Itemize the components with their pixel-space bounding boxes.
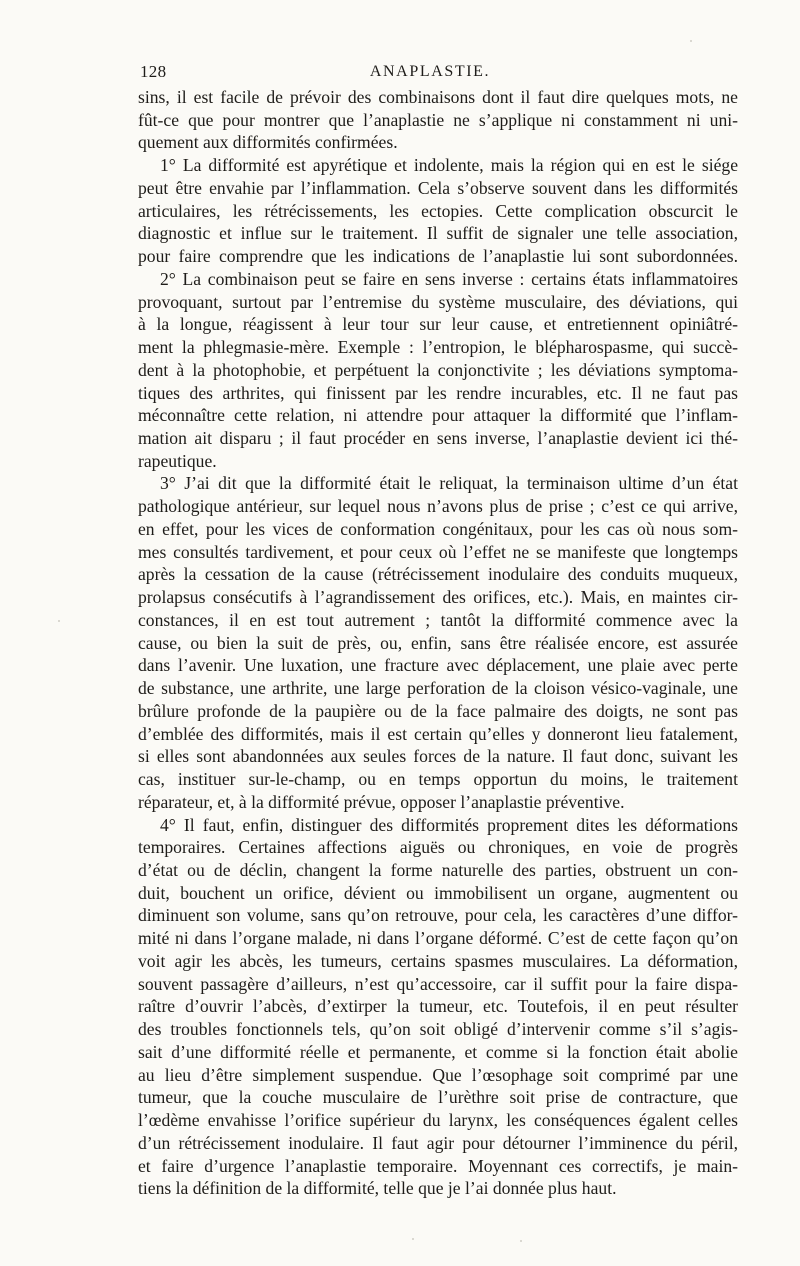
text-line: tiques des arthrites, qui finissent par les rendre incurables, etc. Il ne faut pas [138,382,738,403]
text-line: sins, il est facile de prévoir des combinaisons dont il faut dire quelques mots, ne [138,87,738,107]
paragraph-3-start: 3° J’ai dit que la difformité était le reliquat, la terminaison ultime d’un état [160,473,738,494]
text-line: diminuent son volume, sans qu’on retrouve, pour cela, les caractères d’une diffor- [138,905,738,926]
paper-speck [412,1238,414,1240]
text-line: fût-ce que pour montrer que l’anaplastie ne s’applique ni constamment ni uni- [138,109,738,130]
text-line: mité ni dans l’organe malade, ni dans l’organe déformé. C’est de cette façon qu’on [138,928,738,949]
text-line: des troubles fonctionnels tels, qu’on soit obligé d’intervenir comme s’il s’agis- [138,1019,738,1040]
text-line: pathologique antérieur, sur lequel nous n’avons plus de prise ; c’est ce qui arrive, [138,496,738,517]
text-line: articulaires, les rétrécissements, les ectopies. Cette complication obscurcit le [138,200,738,221]
body-text [138,86,738,1200]
text-line: prolapsus consécutifs à l’agrandissement des orifices, etc.). Mais, en maintes cir- [138,587,738,608]
text-line: provoquant, surtout par l’entremise du système musculaire, des déviations, qui [138,291,738,312]
text-line: sait d’une difformité réelle et permanente, et comme si la fonction était abolie [138,1041,738,1062]
paper-speck [690,40,692,42]
text-line: tumeur, que la couche musculaire de l’urèthre soit prise de contracture, que [138,1087,738,1108]
text-line: duit, bouchent un orifice, dévient ou immobilisent un organe, augmentent ou [138,882,738,903]
text-line: méconnaître cette relation, ni attendre pour attaquer la difformité que l’inflam- [138,405,738,426]
text-line: peut être envahie par l’inflammation. Cela s’observe souvent dans les difformités [138,177,738,198]
paragraph-2-start: 2° La combinaison peut se faire en sens inverse : certains états inflammatoires [160,268,738,289]
page-header [140,62,720,88]
text-line: souvent passagère d’ailleurs, n’est qu’accessoire, car il suffit pour la faire dispa- [138,973,738,994]
text-line: et faire d’urgence l’anaplastie temporaire. Moyennant ces correctifs, je main- [138,1155,738,1176]
text-line: mation ait disparu ; il faut procéder en sens inverse, l’anaplastie devient ici thé- [138,428,738,449]
text-line: de substance, une arthrite, une large perforation de la cloison vésico-vaginale, une [138,678,738,699]
text-line: réparateur, et, à la difformité prévue, opposer l’anaplastie préventive. [138,791,625,812]
text-line: l’œdème envahisse l’orifice supérieur du larynx, les conséquences égalent celles [138,1110,738,1131]
text-line: d’emblée des difformités, mais il est certain qu’elles y donneront lieu fatalement, [138,723,738,744]
text-line: pour faire comprendre que les indications de l’anaplastie lui sont subordonnées. [138,246,738,267]
paper-speck [58,620,60,622]
text-line: au lieu d’être simplement suspendue. Que l’œsophage soit comprimé par une [138,1064,738,1085]
text-line: cause, ou bien la suit de près, ou, enfin, sans être réalisée encore, est assurée [138,632,738,653]
text-line: quement aux difformités confirmées. [138,132,398,153]
paper-speck [520,1240,522,1242]
text-line: après la cessation de la cause (rétrécissement inodulaire des conduits muqueux, [138,564,738,585]
text-line: d’état ou de déclin, changent la forme naturelle des parties, obstruent un con- [138,859,738,880]
text-line: à la longue, réagissent à leur tour sur leur cause, et entretiennent opiniâtré- [138,314,738,335]
text-line: voit agir les abcès, les tumeurs, certains spasmes musculaires. La déformation, [138,950,738,971]
text-line: brûlure profonde de la paupière ou de la face palmaire des doigts, ne sont pas [138,700,738,721]
text-line: en effet, pour les vices de conformation congénitaux, pour les cas où nous som- [138,518,738,539]
text-line: raître d’ouvrir l’abcès, d’extirper la tumeur, etc. Toutefois, il en peut résulter [138,996,738,1017]
page-number: 128 [140,62,167,81]
text-line: dent à la photophobie, et perpétuent la conjonctivite ; les déviations symptoma- [138,359,738,380]
text-line: constances, il en est tout autrement ; tantôt la difformité commence avec la [138,609,738,630]
text-line: tiens la définition de la difformité, telle que je l’ai donnée plus haut. [138,1178,617,1199]
paragraph-1-start: 1° La difformité est apyrétique et indolente, mais la région qui en est le siége [160,155,738,176]
text-line: temporaires. Certaines affections aiguës ou chroniques, en voie de progrès [138,837,738,858]
running-title: ANAPLASTIE. [369,63,491,80]
paragraph-4-start: 4° Il faut, enfin, distinguer des difformités proprement dites les déformations [160,814,738,835]
text-line: si elles sont abandonnées aux seules forces de la nature. Il faut donc, suivant les [138,746,738,767]
text-line: dans l’avenir. Une luxation, une fracture avec déplacement, une plaie avec perte [138,655,738,676]
text-line: mes consultés tardivement, et pour ceux où l’effet ne se manifeste que longtemps [138,541,738,562]
text-line: rapeutique. [138,450,217,471]
text-line: d’un rétrécissement inodulaire. Il faut agir pour détourner l’imminence du péril, [138,1132,738,1153]
text-line: cas, instituer sur-le-champ, ou en temps opportun du moins, le traitement [138,769,738,790]
text-line: diagnostic et influe sur le traitement. Il suffit de signaler une telle association, [138,223,738,244]
text-line: ment la phlegmasie-mère. Exemple : l’entropion, le blépharospasme, qui succè- [138,337,738,358]
